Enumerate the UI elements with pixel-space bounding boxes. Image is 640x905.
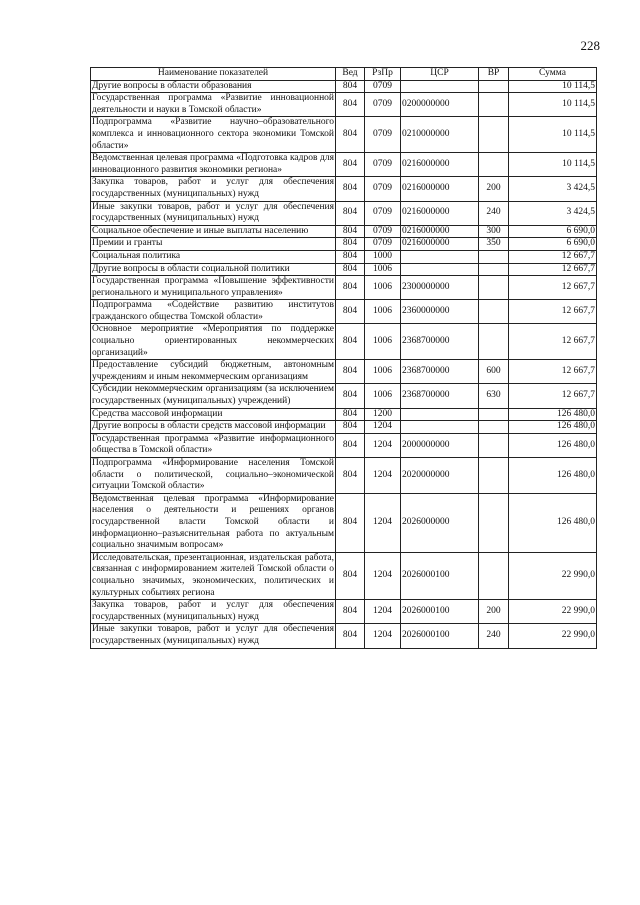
table-row xyxy=(91,276,597,300)
table-row xyxy=(91,177,597,201)
cell-ved: 804 xyxy=(336,600,365,624)
cell-ved: 804 xyxy=(336,493,365,552)
cell-sum: 126 480,0 xyxy=(509,408,597,421)
cell-vr xyxy=(479,421,509,434)
cell-name: Социальное обеспечение и иные выплаты населению xyxy=(91,225,336,238)
table-header-row xyxy=(91,68,597,81)
cell-sum: 22 990,0 xyxy=(509,552,597,599)
cell-vr: 350 xyxy=(479,238,509,251)
cell-sum: 12 667,7 xyxy=(509,360,597,384)
cell-rzpr: 1204 xyxy=(365,421,401,434)
cell-ved: 804 xyxy=(336,552,365,599)
cell-sum: 3 424,5 xyxy=(509,177,597,201)
table-row xyxy=(91,458,597,494)
cell-rzpr: 1006 xyxy=(365,324,401,360)
table-row xyxy=(91,324,597,360)
cell-vr: 600 xyxy=(479,360,509,384)
cell-rzpr: 1006 xyxy=(365,384,401,408)
cell-ved: 804 xyxy=(336,384,365,408)
table-row xyxy=(91,360,597,384)
cell-sum: 10 114,5 xyxy=(509,153,597,177)
cell-rzpr: 0709 xyxy=(365,117,401,153)
cell-ved: 804 xyxy=(336,225,365,238)
table-row xyxy=(91,250,597,263)
cell-vr xyxy=(479,153,509,177)
cell-csr: 2368700000 xyxy=(401,324,479,360)
table-row xyxy=(91,238,597,251)
cell-name: Подпрограмма «Развитие научно–образовательного комплекса и инновационного сектора экономики Томской области» xyxy=(91,117,336,153)
cell-name: Подпрограмма «Содействие развитию институтов гражданского общества Томской области» xyxy=(91,300,336,324)
cell-name: Другие вопросы в области средств массовой информации xyxy=(91,421,336,434)
cell-ved: 804 xyxy=(336,276,365,300)
cell-csr: 0210000000 xyxy=(401,117,479,153)
cell-rzpr: 1204 xyxy=(365,433,401,457)
cell-sum: 126 480,0 xyxy=(509,433,597,457)
header-vr: ВР xyxy=(479,68,509,81)
cell-vr: 630 xyxy=(479,384,509,408)
cell-name: Исследовательская, презентационная, издательская работа, связанная с информированием жителей Томской области о социально значимых, экономических, политических и культурных событиях региона xyxy=(91,552,336,599)
cell-name: Субсидии некоммерческим организациям (за исключением государственных (муниципальных) учреждений) xyxy=(91,384,336,408)
cell-name: Другие вопросы в области образования xyxy=(91,80,336,93)
header-rzpr: РзПр xyxy=(365,68,401,81)
cell-vr xyxy=(479,276,509,300)
cell-csr: 0200000000 xyxy=(401,93,479,117)
cell-sum: 126 480,0 xyxy=(509,421,597,434)
cell-ved: 804 xyxy=(336,360,365,384)
cell-rzpr: 0709 xyxy=(365,153,401,177)
cell-sum: 12 667,7 xyxy=(509,324,597,360)
cell-vr xyxy=(479,433,509,457)
cell-csr: 2026000100 xyxy=(401,552,479,599)
cell-csr: 2300000000 xyxy=(401,276,479,300)
cell-csr: 0216000000 xyxy=(401,201,479,225)
cell-vr xyxy=(479,300,509,324)
cell-sum: 10 114,5 xyxy=(509,80,597,93)
cell-rzpr: 0709 xyxy=(365,201,401,225)
cell-name: Другие вопросы в области социальной политики xyxy=(91,263,336,276)
cell-ved: 804 xyxy=(336,408,365,421)
table-row xyxy=(91,225,597,238)
table-row xyxy=(91,624,597,648)
cell-name: Ведомственная целевая программа «Информирование населения о деятельности и решениях органов государственной власти Томской области и информационно–разъяснительная работа по актуальным социально значимым вопросам» xyxy=(91,493,336,552)
cell-name: Государственная программа «Развитие информационного общества в Томской области» xyxy=(91,433,336,457)
cell-csr: 2368700000 xyxy=(401,384,479,408)
cell-sum: 6 690,0 xyxy=(509,238,597,251)
cell-vr xyxy=(479,552,509,599)
header-sum: Сумма xyxy=(509,68,597,81)
cell-name: Иные закупки товаров, работ и услуг для обеспечения государственных (муниципальных) нужд xyxy=(91,201,336,225)
header-ved: Вед xyxy=(336,68,365,81)
cell-rzpr: 0709 xyxy=(365,177,401,201)
cell-csr xyxy=(401,80,479,93)
cell-sum: 12 667,7 xyxy=(509,384,597,408)
table-row xyxy=(91,80,597,93)
cell-ved: 804 xyxy=(336,458,365,494)
cell-rzpr: 1204 xyxy=(365,624,401,648)
cell-rzpr: 1204 xyxy=(365,600,401,624)
cell-sum: 126 480,0 xyxy=(509,493,597,552)
cell-vr: 240 xyxy=(479,624,509,648)
cell-csr xyxy=(401,408,479,421)
cell-rzpr: 1006 xyxy=(365,263,401,276)
cell-rzpr: 0709 xyxy=(365,225,401,238)
cell-name: Основное мероприятие «Мероприятия по поддержке социально ориентированных некоммерческих организаций» xyxy=(91,324,336,360)
cell-rzpr: 1006 xyxy=(365,360,401,384)
table-row xyxy=(91,263,597,276)
cell-ved: 804 xyxy=(336,80,365,93)
table-row xyxy=(91,153,597,177)
cell-name: Предоставление субсидий бюджетным, автономным учреждениям и иным некоммерческим организациям xyxy=(91,360,336,384)
table-row xyxy=(91,421,597,434)
cell-csr: 2360000000 xyxy=(401,300,479,324)
table-row xyxy=(91,93,597,117)
cell-csr: 2026000000 xyxy=(401,493,479,552)
cell-sum: 3 424,5 xyxy=(509,201,597,225)
cell-ved: 804 xyxy=(336,117,365,153)
cell-vr: 240 xyxy=(479,201,509,225)
table-row xyxy=(91,384,597,408)
cell-rzpr: 1204 xyxy=(365,552,401,599)
cell-ved: 804 xyxy=(336,153,365,177)
cell-name: Закупка товаров, работ и услуг для обеспечения государственных (муниципальных) нужд xyxy=(91,600,336,624)
cell-name: Подпрограмма «Информирование населения Томской области о политической, социально–экономической ситуации Томской области» xyxy=(91,458,336,494)
cell-csr: 2368700000 xyxy=(401,360,479,384)
cell-vr xyxy=(479,80,509,93)
table-row xyxy=(91,600,597,624)
table-row xyxy=(91,433,597,457)
cell-csr xyxy=(401,263,479,276)
cell-ved: 804 xyxy=(336,433,365,457)
table-row xyxy=(91,493,597,552)
table-row xyxy=(91,552,597,599)
cell-csr xyxy=(401,250,479,263)
cell-ved: 804 xyxy=(336,324,365,360)
cell-ved: 804 xyxy=(336,300,365,324)
cell-csr: 0216000000 xyxy=(401,238,479,251)
cell-sum: 10 114,5 xyxy=(509,93,597,117)
cell-csr: 2026000100 xyxy=(401,600,479,624)
cell-sum: 22 990,0 xyxy=(509,624,597,648)
cell-ved: 804 xyxy=(336,421,365,434)
table-row xyxy=(91,117,597,153)
cell-vr: 200 xyxy=(479,600,509,624)
cell-rzpr: 1204 xyxy=(365,458,401,494)
cell-name: Иные закупки товаров, работ и услуг для обеспечения государственных (муниципальных) нужд xyxy=(91,624,336,648)
cell-sum: 126 480,0 xyxy=(509,458,597,494)
cell-ved: 804 xyxy=(336,263,365,276)
cell-name: Закупка товаров, работ и услуг для обеспечения государственных (муниципальных) нужд xyxy=(91,177,336,201)
header-name: Наименование показателей xyxy=(91,68,336,81)
table-row xyxy=(91,300,597,324)
cell-ved: 804 xyxy=(336,624,365,648)
cell-csr: 2000000000 xyxy=(401,433,479,457)
cell-name: Социальная политика xyxy=(91,250,336,263)
cell-vr xyxy=(479,263,509,276)
cell-rzpr: 0709 xyxy=(365,93,401,117)
cell-ved: 804 xyxy=(336,238,365,251)
cell-csr xyxy=(401,421,479,434)
cell-ved: 804 xyxy=(336,201,365,225)
cell-rzpr: 1000 xyxy=(365,250,401,263)
header-csr: ЦСР xyxy=(401,68,479,81)
cell-name: Средства массовой информации xyxy=(91,408,336,421)
cell-rzpr: 0709 xyxy=(365,80,401,93)
cell-csr: 0216000000 xyxy=(401,153,479,177)
cell-vr xyxy=(479,408,509,421)
cell-csr: 0216000000 xyxy=(401,225,479,238)
cell-vr xyxy=(479,93,509,117)
cell-sum: 12 667,7 xyxy=(509,250,597,263)
cell-rzpr: 0709 xyxy=(365,238,401,251)
cell-vr xyxy=(479,458,509,494)
cell-sum: 12 667,7 xyxy=(509,263,597,276)
cell-name: Премии и гранты xyxy=(91,238,336,251)
cell-vr: 300 xyxy=(479,225,509,238)
cell-vr xyxy=(479,324,509,360)
cell-sum: 12 667,7 xyxy=(509,276,597,300)
cell-name: Ведомственная целевая программа «Подготовка кадров для инновационного развития экономики региона» xyxy=(91,153,336,177)
cell-ved: 804 xyxy=(336,177,365,201)
cell-ved: 804 xyxy=(336,93,365,117)
cell-vr xyxy=(479,493,509,552)
cell-sum: 12 667,7 xyxy=(509,300,597,324)
cell-vr xyxy=(479,117,509,153)
cell-rzpr: 1006 xyxy=(365,276,401,300)
cell-csr: 0216000000 xyxy=(401,177,479,201)
table-row xyxy=(91,201,597,225)
cell-rzpr: 1204 xyxy=(365,493,401,552)
cell-sum: 6 690,0 xyxy=(509,225,597,238)
table-row xyxy=(91,408,597,421)
cell-csr: 2020000000 xyxy=(401,458,479,494)
cell-rzpr: 1200 xyxy=(365,408,401,421)
cell-name: Государственная программа «Развитие инновационной деятельности и науки в Томской области» xyxy=(91,93,336,117)
cell-sum: 10 114,5 xyxy=(509,117,597,153)
cell-name: Государственная программа «Повышение эффективности регионального и муниципального управления» xyxy=(91,276,336,300)
budget-table xyxy=(90,67,597,649)
cell-csr: 2026000100 xyxy=(401,624,479,648)
cell-vr: 200 xyxy=(479,177,509,201)
cell-rzpr: 1006 xyxy=(365,300,401,324)
cell-sum: 22 990,0 xyxy=(509,600,597,624)
cell-ved: 804 xyxy=(336,250,365,263)
cell-vr xyxy=(479,250,509,263)
page-number: 228 xyxy=(580,38,600,53)
